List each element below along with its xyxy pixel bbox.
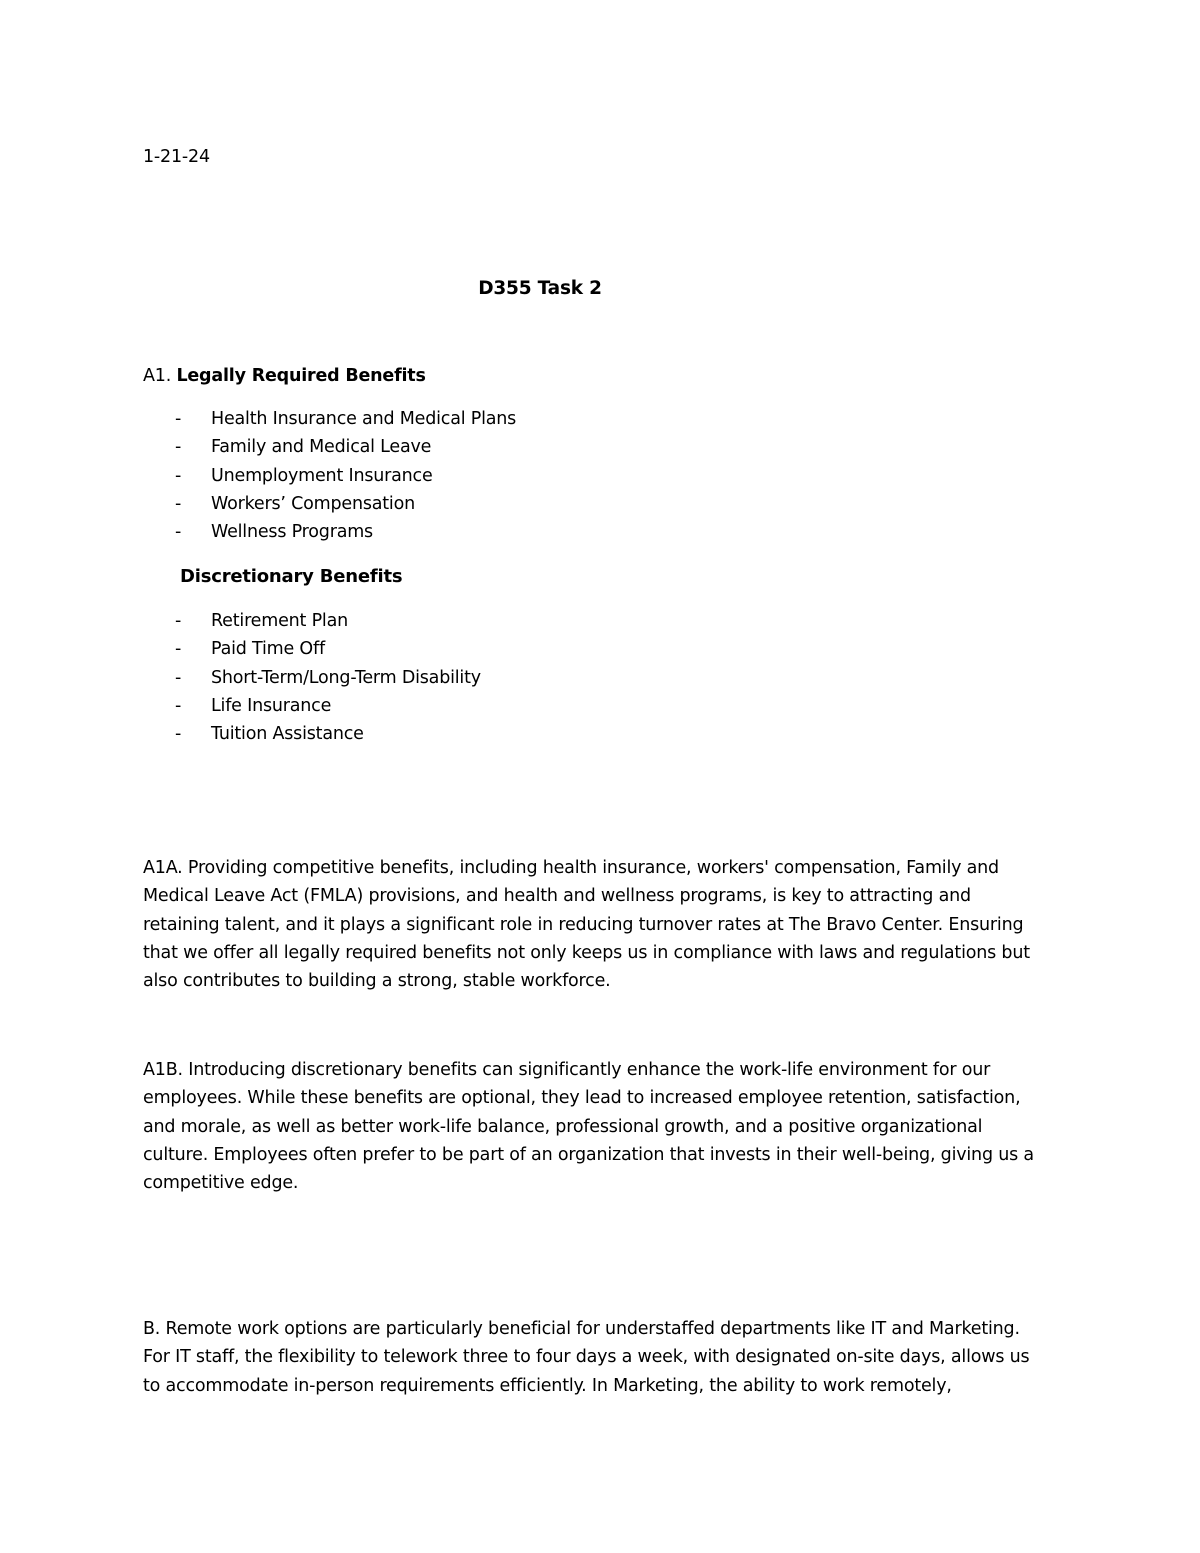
list-item-text: Health Insurance and Medical Plans — [211, 409, 517, 429]
bullet-dash: - — [175, 639, 182, 660]
bullet-dash: - — [175, 409, 182, 429]
list-item-text: Workers’ Compensation — [211, 493, 415, 514]
bullet-dash: - — [175, 437, 182, 458]
document-date: 1-21-24 — [143, 147, 210, 167]
paragraph-line: also contributes to building a strong, stable workforce. — [143, 971, 611, 992]
list-item-text: Unemployment Insurance — [211, 465, 433, 486]
list-item-text: Wellness Programs — [211, 522, 373, 543]
paragraph-line: culture. Employees often prefer to be part of an organization that invests in their well-being, giving us a — [143, 1144, 1034, 1165]
bullet-dash: - — [175, 522, 182, 543]
section-a1-prefix: A1. — [143, 366, 177, 386]
bullet-dash: - — [175, 724, 182, 745]
paragraph-line: to accommodate in-person requirements efficiently. In Marketing, the ability to work remotely, — [143, 1375, 952, 1396]
list-item-text: Paid Time Off — [211, 639, 325, 660]
section-a1-heading — [143, 362, 426, 390]
list-item-text: Life Insurance — [211, 695, 332, 716]
paragraph-line: competitive edge. — [143, 1173, 299, 1194]
paragraph-a1a — [143, 854, 1053, 995]
section-a1-title: Legally Required Benefits — [176, 366, 426, 386]
list-item-text: Short-Term/Long-Term Disability — [211, 667, 481, 688]
list-item-text: Family and Medical Leave — [211, 437, 432, 458]
paragraph-line: retaining talent, and it plays a significant role in reducing turnover rates at The Bravo Center. Ensuring — [143, 914, 1024, 935]
paragraph-line: For IT staff, the flexibility to telework three to four days a week, with designated on-site days, allows us — [143, 1347, 1030, 1368]
paragraph-line: A1A. Providing competitive benefits, including health insurance, workers' compensation, Family and — [143, 858, 999, 878]
paragraph-line: employees. While these benefits are optional, they lead to increased employee retention, satisfaction, — [143, 1088, 1021, 1109]
paragraph-line: that we offer all legally required benefits not only keeps us in compliance with laws and regulations but — [143, 942, 1030, 963]
paragraph-b — [143, 1315, 1053, 1400]
paragraph-line: B. Remote work options are particularly beneficial for understaffed departments like IT and Marketing. — [143, 1319, 1020, 1339]
paragraph-line: and morale, as well as better work-life balance, professional growth, and a positive organizational — [143, 1116, 983, 1137]
paragraph-a1b — [143, 1056, 1053, 1197]
list-item-text: Tuition Assistance — [211, 724, 364, 745]
bullet-dash: - — [175, 695, 182, 716]
paragraph-line: A1B. Introducing discretionary benefits can significantly enhance the work-life environment for our — [143, 1060, 991, 1080]
discretionary-benefits-heading: Discretionary Benefits — [180, 566, 403, 587]
paragraph-line: Medical Leave Act (FMLA) provisions, and health and wellness programs, is key to attracting and — [143, 886, 971, 907]
list-item-text: Retirement Plan — [211, 611, 349, 631]
bullet-dash: - — [175, 465, 182, 486]
bullet-dash: - — [175, 667, 182, 688]
bullet-dash: - — [175, 493, 182, 514]
document-title: D355 Task 2 — [478, 278, 602, 299]
bullet-dash: - — [175, 611, 182, 631]
